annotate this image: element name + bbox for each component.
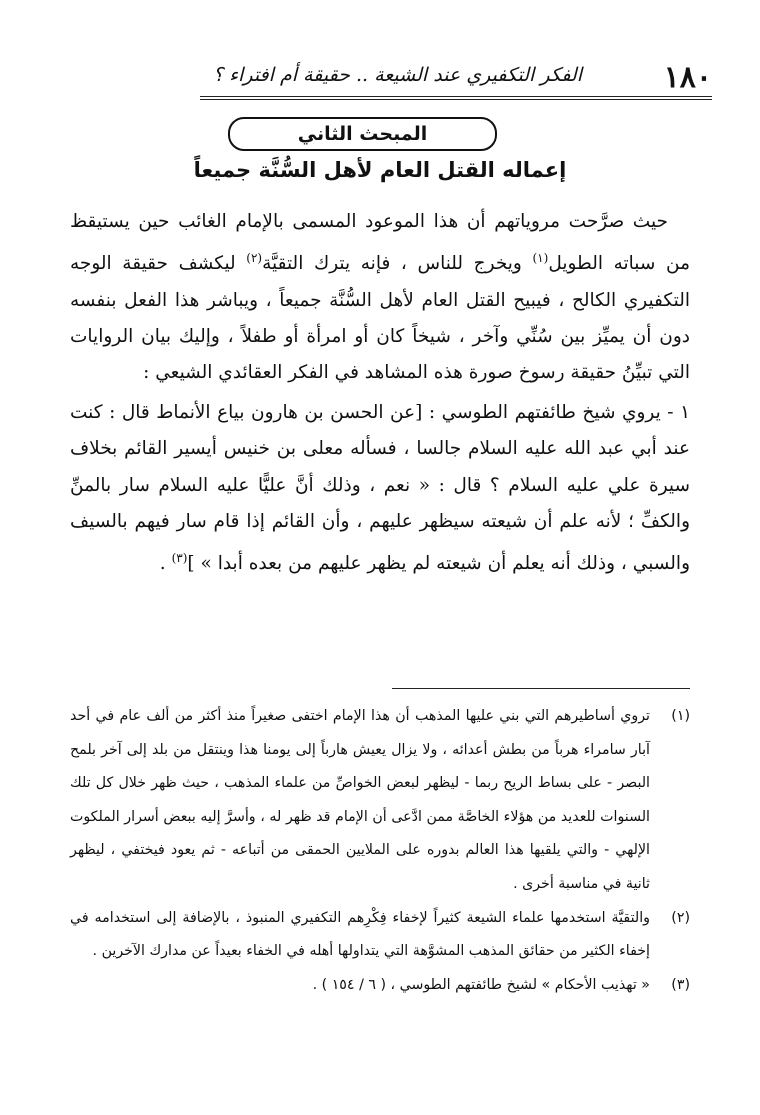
footnote-2 [70, 902, 690, 969]
footnote-ref-3: (٣) [171, 550, 188, 565]
footnotes [70, 700, 690, 1002]
footnote-text: والتقيَّة استخدمها علماء الشيعة كثيراً لإخفاء فِكْرِهم التكفيري المنبوذ ، بالإضافة إلى استخدامه في إخفاء الكثير من حقائق المذهب المشوَّهة التي يتداولها أهله في الخفاء بعيداً عن مدارك الآخرين . [70, 909, 650, 960]
text-run: ١ - يروي شيخ طائفتهم الطوسي : [عن الحسن بن هارون بياع الأنماط قال : كنت عند أبي عبد الله عليه السلام جالسا ، فسأله معلى بن خنيس أيسير القائم بخلاف سيرة علي عليه السلام ؟ قال : « نعم ، وذلك أنَّ عليًّا عليه السلام سار بالمنِّ والكفِّ ؛ لأنه علم أن شيعته سيظهر عليهم ، وأن القائم إذا قام سار فيهم بالسيف والسبي ، وذلك أنه يعلم أن شيعته لم يظهر عليهم من بعده أبدا » ] [70, 402, 690, 575]
footnote-3 [70, 969, 690, 1003]
page-number: ١٨٠ [663, 60, 712, 95]
section-title: إعماله القتل العام لأهل السُّنَّة جميعاً [193, 158, 567, 182]
body-text [70, 204, 690, 582]
footnote-number: (٣) [671, 976, 690, 993]
paragraph-narration-1 [70, 395, 690, 582]
text-run: . [159, 553, 172, 575]
footnote-number: (١) [671, 708, 690, 724]
section-box [228, 117, 497, 151]
running-header [200, 58, 712, 98]
text-run: ويخرج للناس ، فإنه يترك التقيَّة [262, 253, 533, 275]
paragraph-intro [70, 204, 690, 391]
text-run: حيث صرَّحت مروياتهم أن هذا الموعود المسمى بالإمام الغائب حين يستيقظ من سباته الطويل [70, 211, 690, 275]
section-box-label: المبحث الثاني [297, 123, 428, 145]
footnote-number: (٢) [671, 909, 690, 926]
footnote-text: « تهذيب الأحكام » لشيخ طائفتهم الطوسي ، ( ٦ / ١٥٤ ) . [312, 976, 650, 993]
text-run: ليكشف حقيقة الوجه التكفيري الكالح ، فيبيح القتل العام لأهل السُّنَّة جميعاً ، ويباشر هذا الفعل بنفسه دون أن يميِّز بين سُنِّي وآخر ، شيخاً كان أو امرأة أو طفلاً ، وإليك بيان الروايات التي تبيِّنُ حقيقة رسوخ صورة هذه المشاهد في الفكر العقائدي الشيعي : [70, 253, 690, 383]
footnote-text: تروي أساطيرهم التي بني عليها المذهب أن هذا الإمام اختفى صغيراً منذ أكثر من ألف عام في أحد آبار سامراء هرباً من بطش أعدائه ، ولا يزال يعيش هارباً إلى يومنا هذا وينتقل من بلد إلى آخر بلمح البصر - على بساط الريح ربما - ليظهر لبعض الخواصِّ من علماء المذهب ، حيث ظهر خلال كل تلك السنوات للعديد من هؤلاء الخاصَّة ممن ادَّعى أن الإمام قد ظهر له ، وأسرَّ إليه ببعض أسرار الملكوت الإلهي - والتي يلقيها هذا العالم بدوره على الملايين الحمقى من أتباعه - ثم يعود فيختفي ، ليظهر ثانية في مناسبة أخرى . [70, 708, 650, 892]
footnote-ref-2: (٢) [246, 251, 263, 266]
footnote-1 [70, 700, 690, 902]
footnote-ref-1: (١) [532, 251, 549, 266]
footnote-separator [392, 688, 690, 689]
header-rule [200, 96, 712, 100]
header-title: الفكر التكفيري عند الشيعة .. حقيقة أم افتراء ؟ [213, 64, 582, 86]
